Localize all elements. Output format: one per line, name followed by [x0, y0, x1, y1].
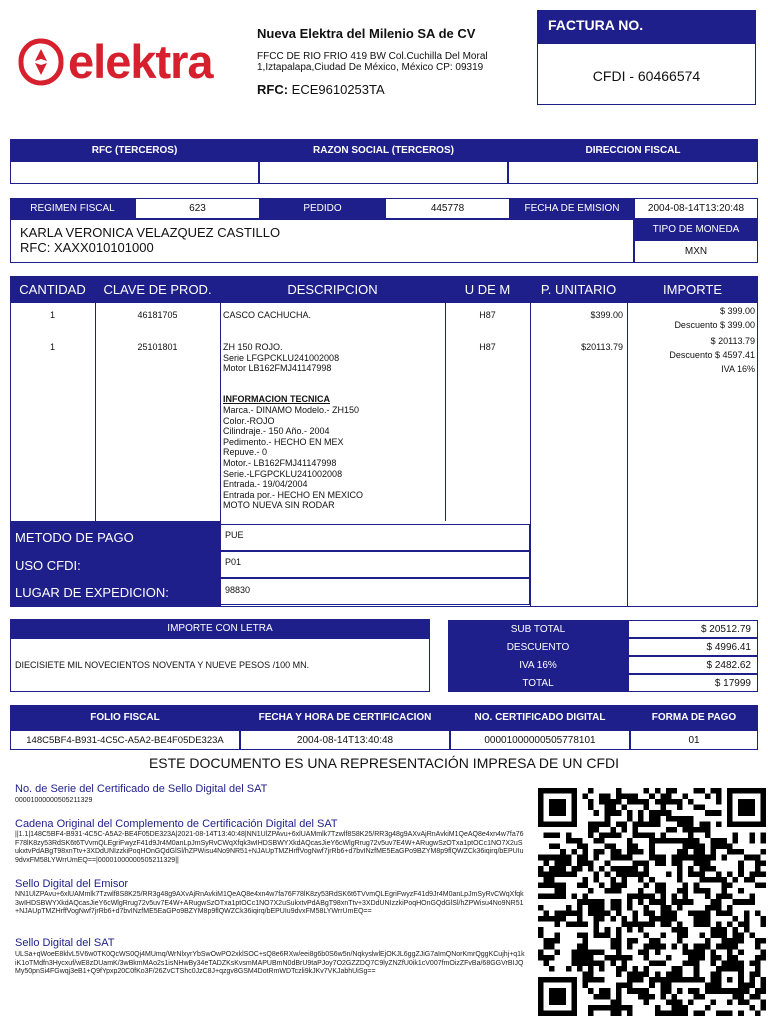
fecha-emision-value: 2004-08-14T13:20:48	[634, 198, 758, 219]
uso-cfdi-label: USO CFDI:	[15, 558, 81, 573]
folio-fiscal-value: 148C5BF4-B931-4C5C-A5A2-BE4F05DE323A	[10, 730, 240, 750]
lugar-expedicion-label: LUGAR DE EXPEDICION:	[15, 585, 169, 600]
elektra-logo-icon	[16, 36, 66, 88]
row-importe: $ 20113.79 Descuento $ 4597.41 IVA 16%	[669, 336, 755, 374]
total-label: TOTAL	[522, 677, 554, 689]
sello-emisor-text: NN1UlZPAvu+6xlUAMmlk7Tzwlf8S8K25/RR3g48g9AXvAjRnAvkiM1QeAQ8e4xn4w7fa76F78lK8zy53RdSK6t6TVvmQLEgriFwyzF41d9Jr4M0anLpJmSyRvCWqXfqk3wIHDSBWYXkdAQcasJieY6cWlgRrug72v5uv7E4W+ARugwSzOTxa1ptOCc1NO7X2uSukxtvPdABgT98xnTtv+3XDdUNIzzkiPoqHOnGQdGlSl/hZPWisu4No9NR51+NJAUpTMZHrffVogNwf7jrRb6+d7bvINzfME5EaGPo9BZYM8p9flQWZCk36iqirq/bEPUIu9dvxFM58LYWrrUmEQ==	[15, 891, 524, 916]
invoice-title: FACTURA NO.	[538, 11, 755, 44]
table-row	[10, 302, 758, 332]
company-address-line2: 1,Iztapalapa,Ciudad De México, México CP: 09319	[257, 62, 484, 73]
descuento-label: DESCUENTO	[506, 641, 570, 653]
fecha-emision-label: FECHA DE EMISION	[510, 198, 634, 219]
forma-pago-header: FORMA DE PAGO	[651, 712, 737, 723]
col-clave-header: CLAVE DE PROD.	[103, 281, 212, 297]
table-row	[10, 334, 758, 524]
company-rfc-value: ECE9610253TA	[291, 82, 385, 97]
rfc-terceros-value	[10, 161, 259, 184]
iva-label: IVA 16%	[519, 659, 557, 671]
regimen-label: REGIMEN FISCAL	[10, 198, 135, 219]
forma-pago-value: 01	[630, 730, 758, 750]
row-udem: H87	[479, 342, 496, 352]
importe-letra-text: DIECISIETE MIL NOVECIENTOS NOVENTA Y NUEVE PESOS /100 MN.	[15, 660, 310, 670]
representation-statement: ESTE DOCUMENTO ES UNA REPRESENTACIÓN IMPRESA DE UN CFDI	[148, 755, 620, 771]
uso-cfdi-value: P01	[225, 557, 242, 567]
col-udem-header: U DE M	[464, 281, 511, 297]
invoice-number-box	[537, 10, 756, 105]
row-cantidad: 1	[49, 342, 55, 352]
total-value: $ 17999	[628, 674, 758, 692]
sello-sat-title: Sello Digital del SAT	[15, 937, 115, 949]
sat-cert-serial-text: 00001000000505211329	[15, 797, 93, 804]
uso-cfdi-value-box	[220, 551, 530, 578]
tech-info-lines: Marca.- DINAMO Modelo.- ZH150 Color.-ROJO Cilindraje.- 150 Año.- 2004 Pedimento.- HECHO EN MEX Repuve.- 0 Motor.- LB162FMJ41147998 Serie.-LFGPCKLU241002008 Entrada.- 19/04/2004 Entrada por.- HECHO EN MEXICO MOTO NUEVA SIN RODAR	[223, 405, 364, 511]
certificado-digital-value: 00001000000505778101	[450, 730, 630, 750]
fecha-certificacion-value: 2004-08-14T13:40:48	[240, 730, 450, 750]
metodo-pago-value: PUE	[225, 530, 244, 540]
row-importe: $ 399.00 Descuento $ 399.00	[674, 306, 755, 330]
company-rfc	[257, 82, 385, 97]
pedido-label: PEDIDO	[260, 198, 385, 219]
company-address-line1: FFCC DE RIO FRIO 419 BW Col.Cuchilla Del Moral	[257, 51, 488, 62]
cadena-original-text: ||1.1|148C5BF4-B931-4C5C-A5A2-BE4F05DE323A|2021-08-14T13:40:48|NN1UlZPAvu+6xlUAMmlk7Tzwlf8S8K25/RR3g48g9AXvAjRnAvkiM1QeAQ8e4xn4w7fa76F78lK8zy53RdSK6t6TVvmQLEgriFwyzF41d9Jr4M0anLpJmSyRvCWqXfqk3wIHDSBWYXkdAQcasJieY6cWlgRrug72v5uv7E4W+ARugwSzOTxa1ptOCc1NO7X2uSukxtvPdABgT98xnTtv+3XDdUNIzzkiPoqHOnGQdGlSl/hZPWisu4No9NR51+NJAUpTMZHrffVogNwf7jrRb6+d7bvINzfME5EaGPo9BZYM8p9flQWZCk36iqirq/bEPUIu9dvxFM58LYWrrUmEQ==|00001000000505211329||	[15, 831, 524, 864]
regimen-value: 623	[135, 198, 260, 219]
row-udem: H87	[479, 310, 496, 320]
moneda-label: TIPO DE MONEDA	[634, 219, 758, 240]
row-cantidad: 1	[49, 310, 55, 320]
tech-info-title: INFORMACION TECNICA	[223, 394, 330, 404]
descuento-value: $ 4996.41	[628, 638, 758, 656]
customer-rfc: RFC: XAXX010101000	[20, 240, 154, 255]
razon-social-value	[259, 161, 508, 184]
row-descripcion: CASCO CACHUCHA.	[223, 310, 312, 320]
col-importe-header: IMPORTE	[663, 281, 722, 297]
subtotal-value: $ 20512.79	[628, 620, 758, 638]
fecha-certificacion-header: FECHA Y HORA DE CERTIFICACION	[258, 712, 432, 723]
moneda-value: MXN	[634, 240, 758, 263]
col-unitario-header: P. UNITARIO	[540, 281, 617, 297]
sello-emisor-title: Sello Digital del Emisor	[15, 878, 129, 890]
logo-text: elektra	[68, 35, 213, 88]
company-rfc-label: RFC:	[257, 82, 289, 97]
customer-name: KARLA VERONICA VELAZQUEZ CASTILLO	[20, 225, 281, 240]
company-logo	[16, 34, 246, 92]
col-descripcion-header: DESCRIPCION	[287, 281, 378, 297]
metodo-pago-label: METODO DE PAGO	[15, 530, 134, 545]
col-cantidad-header: CANTIDAD	[19, 281, 86, 297]
invoice-number: CFDI - 60466574	[592, 68, 701, 84]
row-unitario: $20113.79	[581, 342, 623, 352]
lugar-expedicion-value-box	[220, 578, 530, 605]
lugar-expedicion-value: 98830	[225, 585, 251, 595]
row-clave: 25101801	[137, 342, 178, 352]
direccion-fiscal-header: DIRECCION FISCAL	[585, 144, 681, 156]
sello-sat-text: ULSa+qWoeE8klvL5V6w0TK0QcWS0Qj4MUmq/WrNlxyrYbSwOwPO2xklSOC+sQ8e6RXw/eei8g6b0S6w5n/NqkyslwlEjOKJL6ggZJiG7aImQNorKmrQggKCujhj+q1kiK1oTMdfn3Hycxuf/wE8zDUamK/3wBkmMAo2s1isNHwBy34eTADZKsKvsmMAPUBmN0dBrU9taPJoy7O2GZZDQ7C9lyZNZfU0ik1cV007fmOizZFvBa/68GGVrBIJQMy50pnSi4FGwqj3eB1+Q9fYpxp20C0fKo3F/26ZvCTShc0JzC8J+qzgv8GSM4DotRmWDTczli9kJKv7VKJabhUiSg==	[15, 951, 525, 976]
subtotal-label: SUB TOTAL	[510, 623, 566, 635]
rfc-terceros-header: RFC (TERCEROS)	[91, 144, 178, 156]
razon-social-header: RAZON SOCIAL (TERCEROS)	[313, 144, 454, 156]
folio-fiscal-header: FOLIO FISCAL	[90, 712, 160, 723]
cadena-original-title: Cadena Original del Complemento de Certificación Digital del SAT	[15, 818, 338, 830]
row-unitario: $399.00	[590, 310, 623, 320]
qr-code	[538, 788, 766, 1016]
company-name: Nueva Elektra del Milenio SA de CV	[257, 26, 476, 41]
iva-value: $ 2482.62	[628, 656, 758, 674]
importe-letra-label: IMPORTE CON LETRA	[10, 619, 430, 638]
pedido-value: 445778	[385, 198, 510, 219]
certificado-digital-header: NO. CERTIFICADO DIGITAL	[474, 712, 606, 723]
sat-cert-serial-title: No. de Serie del Certificado de Sello Digital del SAT	[15, 783, 268, 795]
direccion-fiscal-value	[508, 161, 758, 184]
row-clave: 46181705	[137, 310, 178, 320]
metodo-pago-value-box	[220, 524, 530, 551]
row-descripcion: ZH 150 ROJO. Serie LFGPCKLU241002008 Motor LB162FMJ41147998	[223, 342, 340, 373]
